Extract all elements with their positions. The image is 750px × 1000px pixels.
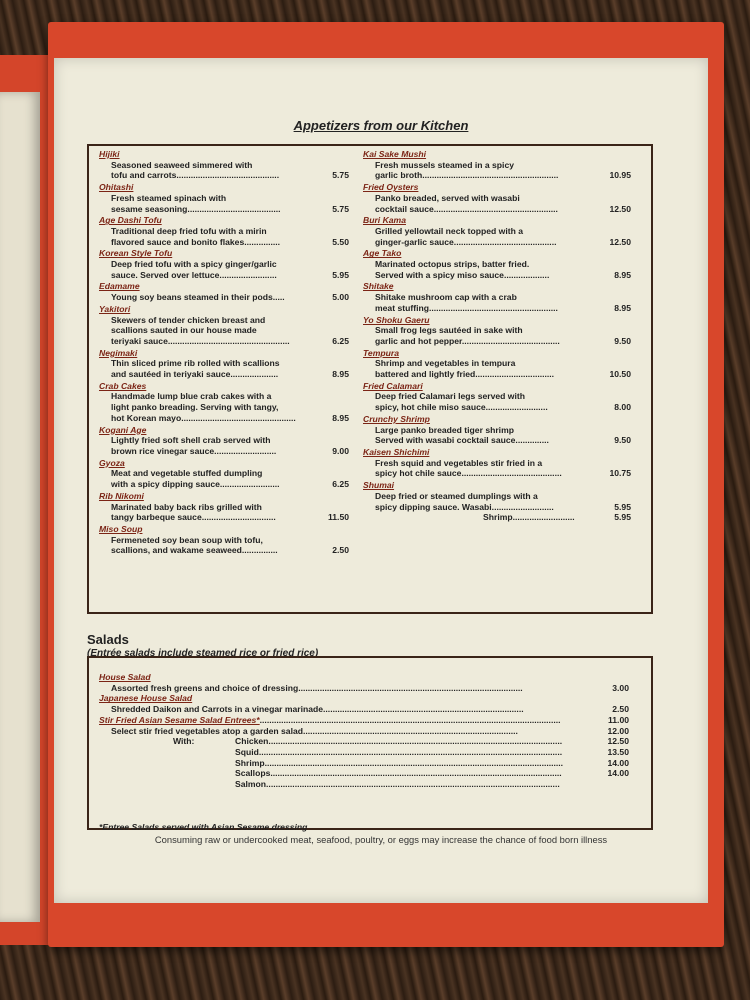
salads-note: *Entree Salads served with Asian Sesame dressing: [99, 822, 308, 832]
menu-item-description: Deep fried tofu with a spicy ginger/garlic: [111, 259, 277, 270]
menu-item-name: Korean Style Tofu: [99, 248, 173, 259]
menu-item-price: 9.50: [614, 435, 631, 446]
menu-item-price: 8.95: [332, 412, 349, 423]
menu-item-line: [99, 391, 349, 402]
menu-item-name: Rib Nikomi: [99, 490, 144, 501]
menu-item-price: 11.50: [327, 512, 349, 523]
menu-item-description: Shrimp..........................: [483, 512, 575, 523]
salads-box: [87, 656, 653, 830]
menu-item-line: [363, 325, 631, 336]
stir-fried-salad-desc-price: 12.00: [607, 725, 629, 736]
menu-item-description: Young soy beans steamed in their pods.....: [111, 292, 285, 303]
menu-item-name: Buri Kama: [363, 215, 406, 226]
menu-item: [99, 381, 349, 424]
menu-item-line: [363, 336, 631, 347]
menu-item-line: [363, 402, 631, 413]
menu-item-line: [99, 170, 349, 181]
menu-item: [99, 491, 349, 523]
menu-item-description: tangy barbeque sauce...............................: [111, 512, 276, 523]
house-salad-price: 3.00: [612, 682, 629, 693]
appetizers-title: Appetizers from our Kitchen: [293, 118, 469, 133]
menu-item-line: [99, 402, 349, 413]
menu-item: [99, 248, 349, 280]
salad-option-name: Salmon...........................................................................................................................: [235, 779, 560, 790]
salad-option-name: Scallops..........................................................................................................................: [235, 768, 562, 779]
menu-item-name: Shitake: [363, 281, 394, 292]
japanese-salad-desc: Shredded Daikon and Carrots in a vinegar marinade....................................................................................: [111, 704, 524, 715]
menu-item: [363, 315, 631, 347]
menu-item-line: [363, 226, 631, 237]
menu-item-description: Seasoned seaweed simmered with: [111, 159, 253, 170]
menu-item-line: [363, 458, 631, 469]
stir-fried-salad-row: [99, 715, 629, 726]
menu-item-price: 5.75: [332, 170, 349, 181]
salad-option-name: Squid...............................................................................................................................: [235, 746, 563, 757]
menu-item-price: 12.50: [609, 236, 631, 247]
stir-fried-salad-price: 11.00: [607, 714, 629, 725]
menu-item-line: [363, 303, 631, 314]
menu-item-line: [363, 292, 631, 303]
menu-item-line: [99, 479, 349, 490]
menu-item-description: meat stuffing......................................................: [375, 302, 558, 313]
menu-item-price: 5.00: [332, 292, 349, 303]
menu-item: [363, 215, 631, 247]
salad-option-row: [99, 779, 629, 790]
menu-item-description: Marinated baby back ribs grilled with: [111, 501, 262, 512]
menu-item-description: Shrimp and vegetables in tempura: [375, 358, 516, 369]
menu-item-description: hot Korean mayo................................................: [111, 412, 296, 423]
menu-item-description: tofu and carrots...........................................: [111, 170, 280, 181]
menu-item-description: sauce. Served over lettuce........................: [111, 269, 277, 280]
food-safety-disclaimer: Consuming raw or undercooked meat, seafood, poultry, or eggs may increase the chance of food born illness: [154, 834, 608, 845]
salads-list: [99, 672, 629, 832]
menu-item-description: Small frog legs sautéed in sake with: [375, 325, 523, 336]
menu-item-description: flavored sauce and bonito flakes...............: [111, 236, 281, 247]
menu-item: [363, 149, 631, 181]
salads-title: Salads: [87, 632, 129, 647]
menu-item-description: Fresh squid and vegetables stir fried in a: [375, 457, 543, 468]
menu-item-line: [99, 237, 349, 248]
menu-item-line: [99, 292, 349, 303]
menu-item-name: Ohitashi: [99, 182, 134, 193]
menu-item-description: teriyaki sauce...................................................: [111, 335, 290, 346]
menu-item-line: [99, 336, 349, 347]
menu-item-price: 10.95: [609, 170, 631, 181]
menu-item-line: [363, 512, 631, 523]
menu-item-name: Hijiki: [99, 149, 120, 159]
menu-item: [99, 215, 349, 247]
menu-item-line: [363, 237, 631, 248]
menu-item-price: 10.75: [609, 468, 631, 479]
menu-item-price: 9.00: [332, 445, 349, 456]
menu-item-name: Tempura: [363, 347, 399, 358]
menu-item-description: brown rice vinegar sauce..........................: [111, 445, 277, 456]
menu-item-name: Negimaki: [99, 347, 138, 358]
menu-item: [363, 248, 631, 280]
menu-item-name: Age Dashi Tofu: [99, 215, 162, 226]
menu-item: [363, 348, 631, 380]
menu-item: [363, 447, 631, 479]
menu-item-description: light panko breading. Serving with tangy,: [111, 402, 279, 413]
salads-subtitle: (Entrée salads include steamed rice or fried rice): [87, 648, 319, 659]
salad-option-price: 14.00: [607, 757, 629, 768]
menu-item-line: [99, 535, 349, 546]
menu-item-description: with a spicy dipping sauce.........................: [111, 479, 280, 490]
menu-item-line: [363, 193, 631, 204]
menu-item-line: [99, 435, 349, 446]
japanese-salad-name: Japanese House Salad: [99, 693, 193, 704]
menu-item-description: Grilled yellowtail neck topped with a: [375, 225, 524, 236]
salad-options: [99, 736, 629, 790]
menu-item-line: [99, 270, 349, 281]
menu-item-description: scallions, and wakame seaweed...............: [111, 545, 278, 556]
menu-item-description: cocktail sauce....................................................: [375, 203, 558, 214]
menu-item-line: [99, 204, 349, 215]
menu-item-description: Deep fried or steamed dumplings with a: [375, 490, 538, 501]
menu-item-description: sesame seasoning.......................................: [111, 203, 281, 214]
menu-item-line: [99, 413, 349, 424]
stir-fried-salad-desc: Select stir fried vegetables atop a garden salad..........................................................................................: [111, 725, 518, 736]
menu-item: [363, 281, 631, 313]
menu-item: [99, 149, 349, 181]
menu-item-description: and sautéed in teriyaki sauce....................: [111, 369, 279, 380]
salad-option-name: Shrimp.............................................................................................................................: [235, 757, 564, 768]
menu-item-name: Fried Calamari: [363, 380, 423, 391]
japanese-salad-row: [99, 704, 629, 715]
menu-item-price: 5.75: [332, 203, 349, 214]
menu-item-price: 5.95: [332, 269, 349, 280]
menu-item-description: Lightly fried soft shell crab served with: [111, 435, 271, 446]
menu-item-description: Skewers of tender chicken breast and: [111, 314, 266, 325]
menu-item-line: [363, 468, 631, 479]
menu-item-description: spicy hot chile sauce..........................................: [375, 468, 562, 479]
menu-item: [99, 281, 349, 302]
stir-fried-salad-dots: ..............................................................................................................................: [259, 714, 561, 725]
menu-item-line: [363, 502, 631, 513]
menu-item-line: [99, 160, 349, 171]
menu-item-line: [99, 369, 349, 380]
menu-item-price: 2.50: [332, 545, 349, 556]
with-label: With:: [173, 736, 195, 747]
menu-item-description: Marinated octopus strips, batter fried.: [375, 259, 530, 270]
menu-item-line: [363, 391, 631, 402]
menu-item-line: [363, 425, 631, 436]
menu-item-description: Fresh mussels steamed in a spicy: [375, 159, 514, 170]
menu-item-description: Fermeneted soy bean soup with tofu,: [111, 534, 263, 545]
menu-item-description: Served with a spicy miso sauce...................: [375, 269, 550, 280]
salad-option-row: [99, 736, 629, 747]
salad-option-name: Chicken...........................................................................................................................: [235, 736, 563, 747]
salad-option-row: [99, 747, 629, 758]
menu-item-line: [99, 358, 349, 369]
stir-fried-salad-desc-row: [99, 726, 629, 737]
menu-item-name: Yo Shoku Gaeru: [363, 314, 430, 325]
menu-item-line: [363, 358, 631, 369]
menu-item-price: 8.95: [614, 302, 631, 313]
menu-item-line: [99, 193, 349, 204]
appetizers-box: [87, 144, 653, 614]
menu-item-description: spicy dipping sauce. Wasabi..........................: [375, 501, 554, 512]
menu-item-line: [363, 204, 631, 215]
menu-item-line: [363, 369, 631, 380]
menu-item-name: Age Tako: [363, 248, 402, 259]
menu-item: [363, 480, 631, 523]
menu-item-description: Meat and vegetable stuffed dumpling: [111, 468, 263, 479]
menu-item: [99, 425, 349, 457]
appetizers-left-column: [99, 149, 349, 557]
menu-item-price: 5.50: [332, 236, 349, 247]
menu-item-line: [99, 468, 349, 479]
salad-option-price: 14.00: [607, 768, 629, 779]
menu-item-line: [99, 545, 349, 556]
menu-item-line: [99, 446, 349, 457]
salad-option-price: 13.50: [607, 746, 629, 757]
menu-item-line: [363, 160, 631, 171]
menu-item-price: 10.50: [609, 369, 631, 380]
menu-item-description: Panko breaded, served with wasabi: [375, 192, 520, 203]
menu-item-price: 5.95: [614, 501, 631, 512]
menu-item-description: Traditional deep fried tofu with a mirin: [111, 225, 267, 236]
menu-item-name: Fried Oysters: [363, 182, 419, 193]
menu-item-name: Gyoza: [99, 457, 125, 468]
menu-item-line: [363, 491, 631, 502]
salad-option-row: [99, 768, 629, 779]
menu-item-description: garlic and hot pepper.........................................: [375, 335, 560, 346]
menu-item-description: spicy, hot chile miso sauce..........................: [375, 402, 548, 413]
menu-item-name: Edamame: [99, 281, 140, 292]
menu-item-line: [363, 270, 631, 281]
menu-item-description: scallions sauted in our house made: [111, 325, 257, 336]
menu-item: [363, 381, 631, 413]
menu-page: [54, 58, 708, 903]
menu-item-description: Shitake mushroom cap with a crab: [375, 292, 517, 303]
salads-header: [87, 632, 318, 659]
menu-item-description: ginger-garlic sauce...........................................: [375, 236, 557, 247]
menu-item-price: 6.25: [332, 335, 349, 346]
menu-item-line: [99, 325, 349, 336]
menu-item-description: Served with wasabi cocktail sauce..............: [375, 435, 549, 446]
menu-item-name: Crab Cakes: [99, 380, 147, 391]
menu-item-line: [99, 512, 349, 523]
house-salad-desc: Assorted fresh greens and choice of dressing..............................................................................................: [111, 682, 523, 693]
menu-item-description: Fresh steamed spinach with: [111, 192, 227, 203]
menu-item-name: Miso Soup: [99, 523, 143, 534]
menu-item: [99, 304, 349, 347]
menu-item-price: 8.00: [614, 402, 631, 413]
menu-item: [99, 182, 349, 214]
menu-item-name: Kogani Age: [99, 424, 147, 435]
menu-item-line: [99, 226, 349, 237]
left-menu-page: [0, 92, 40, 922]
menu-item-line: [99, 315, 349, 326]
menu-item-description: Handmade lump blue crab cakes with a: [111, 391, 272, 402]
menu-item-name: Crunchy Shrimp: [363, 413, 430, 424]
appetizers-right-column: [363, 149, 631, 524]
menu-item-price: 8.95: [614, 269, 631, 280]
menu-item: [99, 348, 349, 380]
house-salad-name: House Salad: [99, 672, 151, 682]
menu-item: [99, 458, 349, 490]
house-salad-row: [99, 683, 629, 694]
menu-item: [363, 414, 631, 446]
menu-item-line: [363, 435, 631, 446]
menu-item-description: Thin sliced prime rib rolled with scallions: [111, 358, 280, 369]
menu-item-name: Kaisen Shichimi: [363, 446, 430, 457]
menu-item-price: 12.50: [609, 203, 631, 214]
menu-item-name: Kai Sake Mushi: [363, 149, 427, 159]
menu-item: [363, 182, 631, 214]
menu-item-price: 5.95: [614, 512, 631, 523]
salad-option-row: [99, 758, 629, 769]
menu-item-line: [363, 170, 631, 181]
menu-item-price: 6.25: [332, 479, 349, 490]
menu-item-line: [99, 502, 349, 513]
salad-option-price: 12.50: [607, 736, 629, 747]
menu-item-line: [363, 259, 631, 270]
menu-item-price: 9.50: [614, 335, 631, 346]
salad-option-price: [593, 779, 629, 790]
menu-item-name: Shumai: [363, 480, 395, 491]
menu-item-description: garlic broth.........................................................: [375, 170, 559, 181]
japanese-salad-price: 2.50: [612, 704, 629, 715]
menu-item-description: Deep fried Calamari legs served with: [375, 391, 525, 402]
menu-item-price: 8.95: [332, 369, 349, 380]
menu-item-line: [99, 259, 349, 270]
menu-item-name: Yakitori: [99, 303, 131, 314]
menu-item: [99, 524, 349, 556]
menu-item-description: battered and lightly fried.................................: [375, 369, 555, 380]
stir-fried-salad-name: Stir Fried Asian Sesame Salad Entrees*: [99, 714, 260, 725]
menu-item-description: Large panko breaded tiger shrimp: [375, 424, 514, 435]
